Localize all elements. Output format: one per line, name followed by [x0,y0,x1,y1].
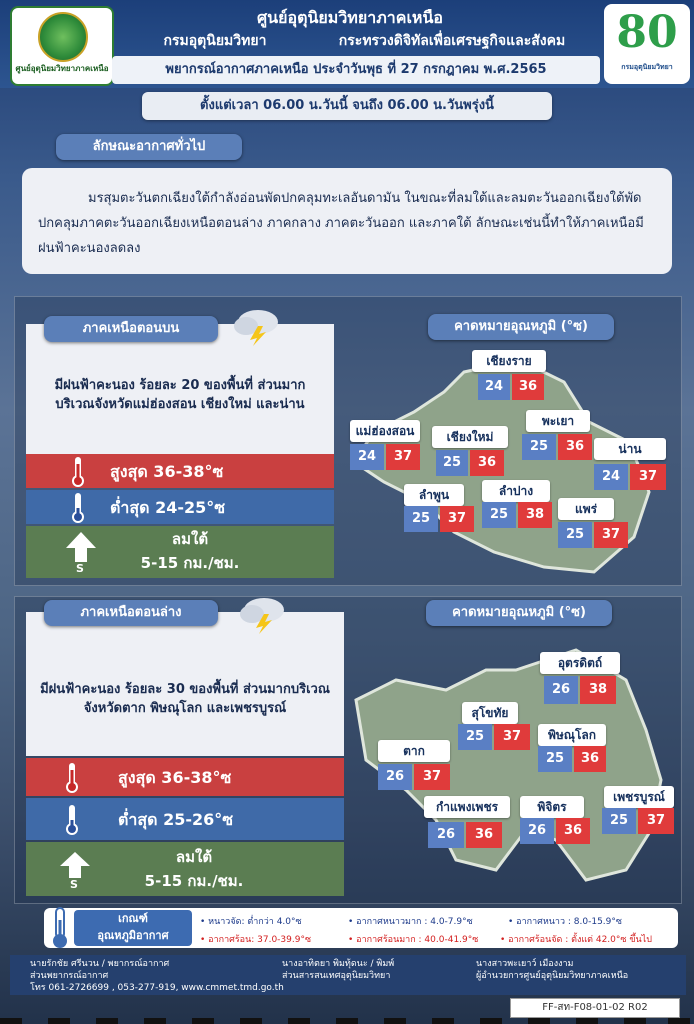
upper-min-label: ต่ำสุด 24-25°ซ [110,498,226,517]
forecaster-name: นายรักชัย ศรีนวน / พยากรณ์อากาศ [30,959,170,969]
province-min: 25 [404,506,438,532]
province-min: 25 [538,746,572,772]
legend-title [74,910,192,946]
footer-dash [384,1018,406,1024]
footer-dash [48,1018,70,1024]
wind-arrow-icon [64,530,98,564]
logo-left-text: ศูนย์อุตุนิยมวิทยาภาคเหนือ [15,64,109,73]
anniversary-logo [604,4,690,84]
province-min: 24 [478,374,510,400]
footer-dash [668,1018,690,1024]
legend-cold-3: • อากาศหนาว : 8.0-15.9°ซ [508,917,622,927]
province-min: 25 [458,724,492,750]
province-max: 36 [558,434,592,460]
province-name: อุตรดิตถ์ [540,652,620,674]
province-name: เชียงใหม่ [432,426,508,448]
thunderstorm-icon [236,592,292,634]
lower-wind-letter: S [70,878,78,891]
province-name: เพชรบูรณ์ [604,786,674,808]
province-max: 36 [470,450,504,476]
tmd-north-logo [10,6,114,86]
ministry-name: กระทรวงดิจิทัลเพื่อเศรษฐกิจและสังคม [338,33,566,49]
lower-title: ภาคเหนือตอนล่าง [44,600,218,626]
province-name: สุโขทัย [462,702,518,724]
thermometer-icon [48,906,72,950]
anniversary-text: กรมอุตุนิยมวิทยา [621,63,673,71]
printer-unit: ส่วนสารสนเทศอุตุนิยมวิทยา [282,971,391,981]
upper-wind-letter: S [76,562,84,575]
department-name: กรมอุตุนิยมวิทยา [163,33,267,49]
legend-title-line1: เกณฑ์ [118,912,148,925]
legend-hot-3: • อากาศร้อนจัด : ตั้งแต่ 42.0°ซ ขึ้นไป [500,935,652,945]
upper-map-title: คาดหมายอุณหภูมิ (°ซ) [428,314,614,340]
lower-max-label: สูงสุด 36-38°ซ [118,768,232,787]
province-max: 37 [386,444,420,470]
province-name: พะเยา [526,410,590,432]
footer-dash [144,1018,166,1024]
director-title: ผู้อำนวยการศูนย์อุตุนิยมวิทยาภาคเหนือ [476,971,629,981]
province-min: 25 [482,502,516,528]
director-name: นางสาวพะเยาว์ เมืองงาม [476,959,574,969]
province-max: 36 [512,374,544,400]
province-min: 26 [520,818,554,844]
province-max: 38 [580,676,616,704]
upper-wind-direction: ลมใต้ [171,530,209,548]
anniversary-number: 80 [616,7,678,58]
thermometer-cold-icon [64,804,80,836]
province-max: 36 [466,822,502,848]
footer-dash [0,1018,22,1024]
footer-dash [288,1018,310,1024]
legend-title-line2: อุณหภูมิอากาศ [97,929,169,942]
province-name: ลำปาง [482,480,550,502]
footer-dash [576,1018,598,1024]
province-name: กำแพงเพชร [424,796,510,818]
center-name: ศูนย์อุตุนิยมวิทยาภาคเหนือ [256,8,443,27]
upper-wind-speed: 5-15 กม./ชม. [140,554,240,572]
thermometer-hot-icon [70,456,86,488]
footer-dash [432,1018,454,1024]
thermometer-cold-icon [70,492,86,524]
province-name: ลำพูน [404,484,464,506]
footer-dash [336,1018,358,1024]
legend-cold-2: • อากาศหนาวมาก : 4.0-7.9°ซ [348,917,473,927]
lower-wind-speed: 5-15 กม./ชม. [144,872,244,890]
province-name: น่าน [594,438,666,460]
legend-cold-1: • หนาวจัด: ต่ำกว่า 4.0°ซ [200,917,302,927]
province-min: 25 [522,434,556,460]
province-name: แม่ฮ่องสอน [350,420,420,442]
legend-hot-2: • อากาศร้อนมาก : 40.0-41.9°ซ [348,935,479,945]
province-min: 26 [428,822,464,848]
forecaster-unit: ส่วนพยากรณ์อากาศ [30,971,109,981]
footer-dash [528,1018,550,1024]
upper-max-label: สูงสุด 36-38°ซ [110,462,224,481]
province-max: 37 [630,464,666,490]
general-title: ลักษณะอากาศทั่วไป [56,134,242,160]
upper-forecast: มีฝนฟ้าคะนอง ร้อยละ 20 ของพื้นที่ ส่วนมากบริเวณจังหวัดแม่ฮ่องสอน เชียงใหม่ และน่าน [54,378,306,412]
seal-icon [38,12,88,62]
province-min: 25 [558,522,592,548]
footer-dash [624,1018,646,1024]
province-name: ตาก [378,740,450,762]
province-min: 25 [602,808,636,834]
province-max: 36 [574,746,606,772]
document-code: FF-สท-F08-01-02 R02 [510,998,680,1018]
province-min: 25 [436,450,468,476]
province-min: 24 [350,444,384,470]
province-name: แพร่ [558,498,614,520]
province-max: 38 [518,502,552,528]
province-max: 37 [638,808,674,834]
time-range: ตั้งแต่เวลา 06.00 น.วันนี้ จนถึง 06.00 น.วันพรุ่งนี้ [142,92,552,120]
footer-dash [480,1018,502,1024]
printer-name: นางอาทิตยา พิมทุ้ดนะ / พิมพ์ [282,959,395,969]
general-text: มรสุมตะวันตกเฉียงใต้กำลังอ่อนพัดปกคลุมทะเลอันดามัน ในขณะที่ลมใต้และลมตะวันออกเฉียงใต้พัดปกคลุมภาคตะวันออกเฉียงเหนือตอนล่าง ภาคกลาง ภาคตะวันออก และภาคใต้ ลักษณะเช่นนี้ทำให้ภาคเหนือมีฝนฟ้าคะนองลดลง [38,191,644,256]
lower-min-label: ต่ำสุด 25-26°ซ [118,810,234,829]
legend-hot-1: • อากาศร้อน: 37.0-39.9°ซ [200,935,312,945]
lower-wind-direction: ลมใต้ [175,848,213,866]
contact-info: โทร 061-2726699 , 053-277-919, www.cmmet.tmd.go.th [30,983,284,993]
province-min: 26 [544,676,578,704]
thermometer-hot-icon [64,762,80,794]
province-name: พิจิตร [520,796,584,818]
province-max: 37 [440,506,474,532]
thunderstorm-icon [230,304,286,346]
province-max: 37 [594,522,628,548]
forecast-date: พยากรณ์อากาศภาคเหนือ ประจำวันพุธ ที่ 27 กรกฎาคม พ.ศ.2565 [112,56,600,84]
footer-dash [192,1018,214,1024]
footer-dash [96,1018,118,1024]
wind-arrow-icon [58,850,92,880]
lower-forecast: มีฝนฟ้าคะนอง ร้อยละ 30 ของพื้นที่ ส่วนมากบริเวณจังหวัดตาก พิษณุโลก และเพชรบูรณ์ [40,682,330,716]
upper-title: ภาคเหนือตอนบน [44,316,218,342]
province-min: 26 [378,764,412,790]
lower-map-title: คาดหมายอุณหภูมิ (°ซ) [426,600,612,626]
footer-dash [240,1018,262,1024]
province-min: 24 [594,464,628,490]
province-name: พิษณุโลก [538,724,606,746]
province-name: เชียงราย [472,350,546,372]
province-max: 37 [414,764,450,790]
province-max: 36 [556,818,590,844]
province-max: 37 [494,724,530,750]
